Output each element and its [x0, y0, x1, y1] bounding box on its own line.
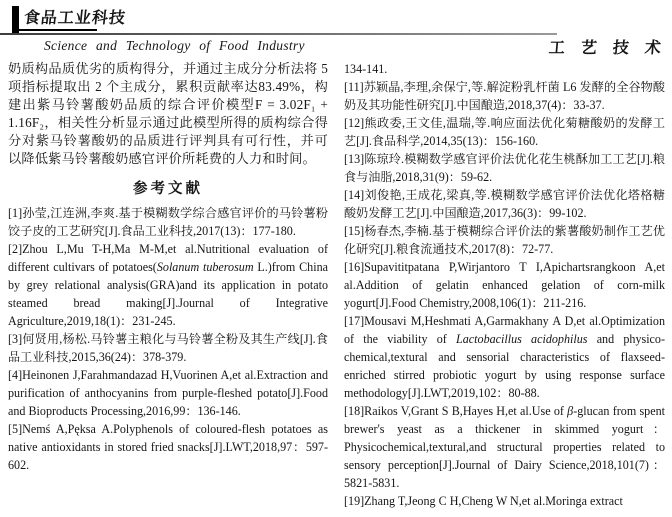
reference-item: [16]Supavititpatana P,Wirjantoro T I,Apichartsrangkoon A,et al.Addition of gelatin enhanced gelation of corn-milk yogurt[J].Food Chemistry,2008,106(1)：211-216.	[344, 260, 665, 310]
right-column	[344, 60, 665, 510]
reference-item: [12]熊政委,王文佳,温瑞,等.响应面法优化菊糖酸奶的发酵工艺[J].食品科学,2014,35(13)：156-160.	[344, 116, 665, 148]
reference-item: [11]苏颖晶,李理,余保宁,等.解淀粉乳杆菌 L6 发酵的全谷物酸奶及其功能性研究[J].中国酿造,2018,37(4)：33-37.	[344, 80, 665, 112]
logo-underline	[17, 29, 97, 31]
reference-item: [4]Heinonen J,Farahmandazad H,Vuorinen A,et al.Extraction and purification of anthocyanins from purple-fleshed potato[J].Food and Bioproducts Processing,2016,99：136-146.	[8, 368, 328, 418]
reference-item: [19]Zhang T,Jeong C H,Cheng W N,et al.Moringa extract	[344, 494, 623, 508]
reference-item: [2]Zhou L,Mu T-H,Ma M-M,et al.Nutritional evaluation of different cultivars of potatoes(Solanum tuberosum L.)from China by grey relational analysis(GRA)and its application in potato steamed bread making[J].Journal of Integrative Agriculture,2019,18(1)：231-245.	[8, 242, 328, 328]
references-heading: 参考文献	[133, 181, 203, 197]
journal-name-english: Science and Technology of Food Industry	[44, 38, 305, 53]
reference-item: [5]Nemś A,Pęksa A.Polyphenols of coloured-flesh potatoes as native antioxidants in stored fried snacks[J].LWT,2018,97：597-602.	[8, 422, 328, 472]
reference-item: [13]陈琼玲.模糊数学感官评价法优化花生桃酥加工工艺[J].粮食与油脂,2018,31(9)：59-62.	[344, 152, 665, 184]
header-rule	[0, 33, 557, 35]
reference-item: [18]Raikos V,Grant S B,Hayes H,et al.Use of β-glucan from spent brewer's yeast as a thickener in skimmed yogurt：Physicochemical,textural,and structural properties related to sensory perception[J].Journal of Dairy Science,2018,101(7)：5821-5831.	[344, 404, 666, 490]
column-tag: 工 艺 技 术	[548, 40, 668, 57]
reference-item: [3]何贤用,杨松.马铃薯主粮化与马铃薯全粉及其生产线[J].食品工业科技,2015,36(24)：378-379.	[8, 332, 328, 364]
reference-item: [15]杨春杰,李楠.基于模糊综合评价法的紫薯酸奶制作工艺优化研究[J].粮食流通技术,2017(8)：72-77.	[344, 224, 665, 256]
reference-item: [14]刘俊艳,王成花,梁真,等.模糊数学感官评价法优化塔格糖酸奶发酵工艺[J].中国酿造,2017,36(3)：99-102.	[344, 188, 665, 220]
intro-paragraph: 奶质构品质优劣的质构得分，并通过主成分分析法将 5 项指标提取出 2 个主成分，累积贡献率达83.49%，构建出紫马铃薯酸奶品质的综合评价模型F = 3.02F₁ + 1.16F₂，相关性分析显示通过此模型所得的质构综合得分对紫马铃薯酸奶的品质进行评判具有可行性，并可以降低紫马铃薯酸奶感官评价所耗费的人力和时间。	[8, 61, 328, 166]
journal-logo: 食品工业科技	[22, 10, 127, 27]
reference-item: 134-141.	[344, 62, 388, 76]
reference-item: [1]孙莹,江连洲,李爽.基于模糊数学综合感官评价的马铃薯粉饺子皮的工艺研究[J].食品工业科技,2017(13)：177-180.	[8, 206, 328, 238]
reference-item: [17]Mousavi M,Heshmati A,Garmakhany A D,et al.Optimization of the viability of Lactobacillus acidophilus and physico-chemical,textural and sensorial characteristics of flaxseed-enriched stirred probiotic yogurt by using response surface methodology[J].LWT,2019,102：80-88.	[344, 314, 665, 400]
reference-list-left	[8, 204, 328, 474]
reference-list-right	[344, 60, 665, 510]
left-column	[8, 60, 328, 474]
